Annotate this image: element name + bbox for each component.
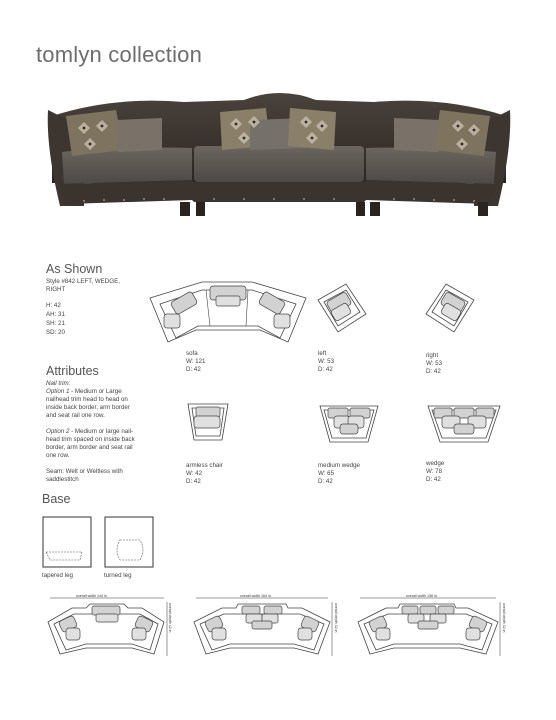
option2-text: border, arm border and seat rail (46, 444, 133, 451)
medium-wedge-diagram (318, 404, 380, 444)
piece-depth: D: 42 (186, 478, 201, 485)
piece-caption-sofa (186, 350, 206, 374)
tapered-leg-diagram (42, 516, 92, 568)
turned-leg-diagram (104, 516, 154, 568)
piece-width: W: 121 (186, 358, 206, 365)
piece-caption-right (426, 352, 442, 376)
piece-width: W: 65 (318, 470, 335, 477)
base-option-tapered: tapered leg (42, 572, 73, 579)
option2-text: - Medium or large nail- (69, 428, 134, 435)
config-1-diagram (46, 594, 172, 660)
sofa-diagram (148, 280, 308, 350)
piece-caption-left (318, 350, 334, 374)
piece-width: W: 42 (186, 470, 203, 477)
piece-width: W: 53 (318, 358, 335, 365)
style-number (46, 278, 120, 294)
piece-name: armless chair (186, 462, 223, 469)
piece-width: W: 78 (426, 468, 443, 475)
config-2-depth-label: overall depth 42 in. (334, 603, 338, 634)
piece-depth: D: 42 (426, 476, 441, 483)
config-1-width-label: overall width 144 in. (76, 594, 108, 598)
base-option-turned: turned leg (104, 572, 132, 579)
option1-text: nailhead trim head to head on (46, 396, 128, 403)
option1-text: - Medium or Large (69, 388, 122, 395)
config-1-depth-label: overall depth 42 in. (168, 603, 172, 634)
option1-text: inside back border, arm border (46, 404, 130, 411)
base-heading: Base (42, 492, 71, 506)
option2-text: one row. (46, 452, 70, 459)
wedge-diagram (426, 404, 502, 444)
dimension-list (46, 302, 65, 337)
piece-depth: D: 42 (318, 366, 333, 373)
style-line: Style #842 LEFT, WEDGE, (46, 278, 120, 285)
piece-name: left (318, 350, 327, 357)
piece-width: W: 53 (426, 360, 443, 367)
option1-label: Option 1 (46, 388, 70, 395)
option2-text: head trim spaced on inside back (46, 436, 135, 443)
seam-text: Seam: Welt or Weltless with (46, 468, 123, 475)
as-shown-heading: As Shown (46, 262, 103, 276)
config-2-diagram (192, 594, 338, 660)
piece-name: right (426, 352, 439, 359)
piece-depth: D: 42 (426, 368, 441, 375)
option2-label: Option 2 (46, 428, 70, 435)
dimension-seat-depth: SD: 20 (46, 329, 65, 336)
armless-chair-diagram (186, 402, 230, 442)
config-3-depth-label: overall depth 42 in. (502, 603, 506, 634)
attributes-heading: Attributes (46, 364, 99, 378)
piece-caption-armless-chair (186, 462, 223, 486)
dimension-height: H: 42 (46, 302, 61, 309)
config-2-width-label: overall width 164 in. (240, 594, 272, 598)
right-diagram (424, 282, 476, 334)
dimension-arm-height: AH: 31 (46, 311, 65, 318)
product-photo (44, 88, 514, 228)
left-diagram (316, 282, 368, 334)
attributes-text (46, 380, 156, 484)
piece-name: wedge (426, 460, 445, 467)
config-3-width-label: overall width 158 in. (406, 594, 438, 598)
piece-name: medium wedge (318, 462, 360, 469)
dimension-seat-height: SH: 21 (46, 320, 65, 327)
config-3-diagram (356, 594, 504, 660)
style-line: RIGHT (46, 286, 66, 293)
piece-name: sofa (186, 350, 198, 357)
page-title: tomlyn collection (36, 42, 203, 67)
seam-text: saddlestitch (46, 476, 79, 483)
piece-caption-medium-wedge (318, 462, 360, 486)
nail-trim-label: Nail trim: (46, 380, 71, 387)
piece-depth: D: 42 (318, 478, 333, 485)
option1-text: and seat rail one row. (46, 412, 105, 419)
piece-caption-wedge (426, 460, 444, 484)
piece-depth: D: 42 (186, 366, 201, 373)
